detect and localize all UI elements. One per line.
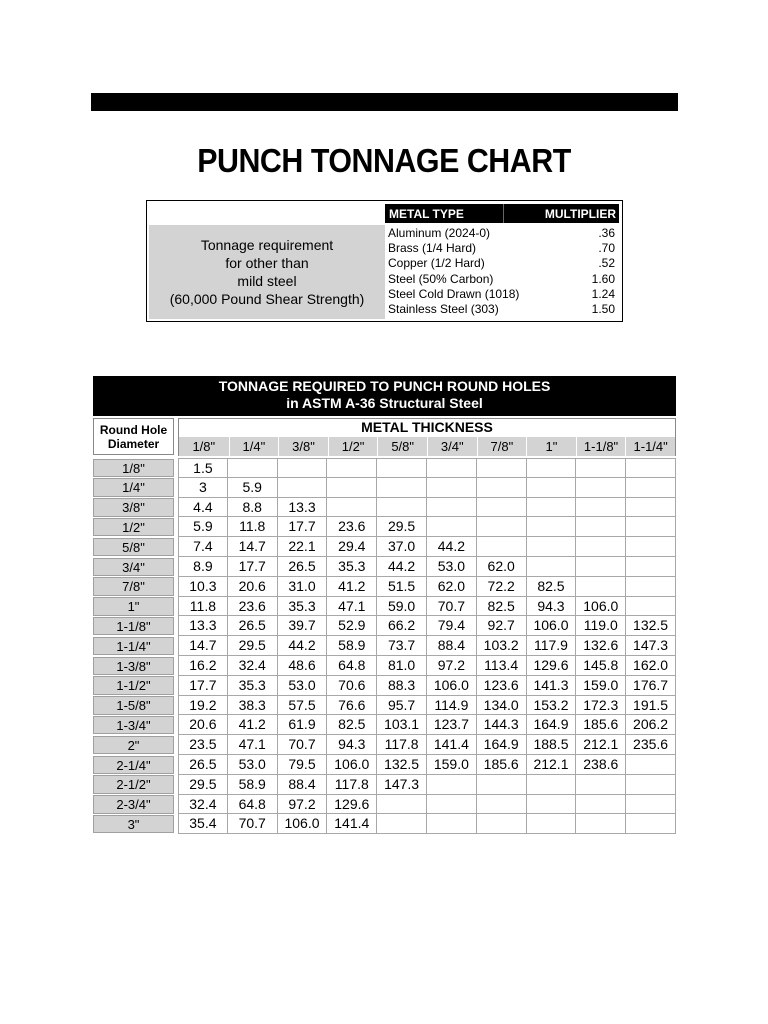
tonnage-cell: 153.2 [527,696,577,716]
tonnage-cell: 147.3 [626,636,676,656]
thickness-column-header: 1/8" [179,437,229,456]
row-cells [178,478,676,498]
multiplier-value: 1.50 [591,301,615,316]
tonnage-cell: 53.0 [278,676,328,696]
diameter-label: 1" [93,597,174,616]
description-line: for other than [225,255,309,271]
tonnage-cell [626,557,676,577]
tonnage-cell: 10.3 [178,577,228,597]
thickness-column-header: 1/2" [328,437,378,456]
tonnage-cell: 51.5 [377,577,427,597]
tonnage-cell: 119.0 [576,616,626,636]
tonnage-cell: 29.5 [228,636,278,656]
tonnage-cell: 106.0 [576,597,626,617]
tonnage-cell: 59.0 [377,597,427,617]
tonnage-cell: 141.4 [327,814,377,834]
metal-name: Aluminum (2024-0) [388,226,491,240]
tonnage-cell [377,814,427,834]
row-cells [178,458,676,478]
metal-name: Brass (1/4 Hard) [388,241,477,256]
tonnage-cell [228,458,278,478]
multiplier-rows [385,226,619,317]
tonnage-cell: 141.3 [527,676,577,696]
tonnage-cell: 17.7 [228,557,278,577]
description-line: mild steel [237,273,297,289]
tonnage-cell [477,775,527,795]
table-title-line1: TONNAGE REQUIRED TO PUNCH ROUND HOLES [218,378,551,394]
tonnage-cell: 164.9 [477,735,527,755]
thickness-column-header: 1-1/4" [625,437,675,456]
table-row [93,636,676,656]
tonnage-cell: 16.2 [178,656,228,676]
tonnage-cell: 70.7 [427,597,477,617]
metal-name: Steel Cold Drawn (1018) [388,286,520,301]
tonnage-cell [626,537,676,557]
tonnage-cell [477,537,527,557]
tonnage-cell: 134.0 [477,696,527,716]
table-row [93,656,676,676]
tonnage-cell: 53.0 [427,557,477,577]
tonnage-cell: 53.0 [228,755,278,775]
row-cells [178,517,676,537]
tonnage-cell [427,517,477,537]
tonnage-cell: 35.3 [228,676,278,696]
tonnage-cell [527,498,577,518]
tonnage-cell: 92.7 [477,616,527,636]
multiplier-box [146,200,623,322]
tonnage-cell: 70.7 [228,814,278,834]
row-header-line2: Diameter [107,437,160,451]
tonnage-cell: 62.0 [427,577,477,597]
tonnage-cell: 88.4 [427,636,477,656]
tonnage-cell: 132.5 [377,755,427,775]
tonnage-cell: 1.5 [178,458,228,478]
tonnage-table-title [93,376,676,416]
row-cells [178,696,676,716]
table-row [93,517,676,537]
tonnage-cell: 44.2 [278,636,328,656]
thickness-column-header: 5/8" [377,437,427,456]
multiplier-header [385,204,619,223]
multiplier-row [385,287,619,302]
tonnage-cell: 11.8 [178,597,228,617]
tonnage-cell [576,458,626,478]
row-cells [178,715,676,735]
tonnage-cell [527,458,577,478]
table-row [93,814,676,834]
tonnage-cell: 47.1 [327,597,377,617]
tonnage-cell: 82.5 [527,577,577,597]
tonnage-cell [527,517,577,537]
row-cells [178,616,676,636]
table-row [93,755,676,775]
tonnage-cell: 44.2 [377,557,427,577]
tonnage-cell [576,814,626,834]
tonnage-cell: 8.8 [228,498,278,518]
page-title: PUNCH TONNAGE CHART [197,142,571,179]
tonnage-cell: 141.4 [427,735,477,755]
tonnage-cell [377,458,427,478]
row-header-cell [93,418,174,455]
tonnage-cell: 162.0 [626,656,676,676]
diameter-label: 5/8" [93,538,174,557]
tonnage-cell: 176.7 [626,676,676,696]
tonnage-cell: 94.3 [327,735,377,755]
tonnage-cell: 106.0 [427,676,477,696]
tonnage-cell: 97.2 [278,795,328,815]
table-row [93,498,676,518]
tonnage-cell [477,458,527,478]
tonnage-cell [626,597,676,617]
tonnage-cell: 20.6 [178,715,228,735]
table-row [93,616,676,636]
diameter-label: 2" [93,736,174,755]
multiplier-value: .36 [598,226,615,240]
multiplier-value: .70 [598,241,615,256]
tonnage-cell [626,775,676,795]
tonnage-cell: 212.1 [576,735,626,755]
tonnage-cell: 70.7 [278,735,328,755]
tonnage-cell: 5.9 [178,517,228,537]
tonnage-cell: 88.4 [278,775,328,795]
tonnage-cell [527,478,577,498]
description-line: (60,000 Pound Shear Strength) [169,291,365,307]
diameter-label: 1-3/4" [93,716,174,735]
tonnage-cell: 23.6 [228,597,278,617]
tonnage-cell: 48.6 [278,656,328,676]
multiplier-value: 1.60 [591,271,615,286]
tonnage-cell: 11.8 [228,517,278,537]
row-cells [178,775,676,795]
tonnage-cell: 145.8 [576,656,626,676]
thickness-column-header: 1-1/8" [576,437,626,456]
tonnage-cell: 58.9 [228,775,278,795]
tonnage-cell [527,537,577,557]
tonnage-cell: 14.7 [178,636,228,656]
tonnage-cell: 235.6 [626,735,676,755]
tonnage-cell: 106.0 [527,616,577,636]
row-cells [178,597,676,617]
row-cells [178,676,676,696]
tonnage-cell: 159.0 [427,755,477,775]
diameter-label: 3/8" [93,498,174,517]
tonnage-cell: 17.7 [178,676,228,696]
tonnage-cell: 103.1 [377,715,427,735]
row-cells [178,537,676,557]
tonnage-cell: 103.2 [477,636,527,656]
thickness-column-header: 1" [526,437,576,456]
tonnage-cell [626,478,676,498]
diameter-label: 3" [93,815,174,834]
tonnage-cell: 35.3 [278,597,328,617]
table-row [93,715,676,735]
tonnage-cell: 76.6 [327,696,377,716]
thickness-column-header: 1/4" [229,437,279,456]
tonnage-cell: 70.6 [327,676,377,696]
tonnage-cell: 61.9 [278,715,328,735]
tonnage-cell: 79.4 [427,616,477,636]
tonnage-cell: 72.2 [477,577,527,597]
table-row [93,478,676,498]
metal-name: Stainless Steel (303) [388,301,499,316]
description-line: Tonnage requirement [200,237,334,253]
tonnage-cell: 23.5 [178,735,228,755]
tonnage-cell: 23.6 [327,517,377,537]
tonnage-table-body [93,458,676,834]
tonnage-cell: 20.6 [228,577,278,597]
tonnage-cell: 144.3 [477,715,527,735]
multiplier-row [385,256,619,271]
table-row [93,795,676,815]
thickness-columns [179,437,675,456]
diameter-label: 1/4" [93,478,174,497]
table-row [93,458,676,478]
tonnage-cell: 238.6 [576,755,626,775]
table-row [93,775,676,795]
tonnage-cell [377,478,427,498]
diameter-label: 1-1/8" [93,617,174,636]
row-cells [178,636,676,656]
tonnage-cell [477,795,527,815]
tonnage-cell [626,814,676,834]
tonnage-cell: 58.9 [327,636,377,656]
tonnage-cell [576,795,626,815]
thickness-column-header: 3/4" [427,437,477,456]
tonnage-cell [626,795,676,815]
diameter-label: 3/4" [93,558,174,577]
multiplier-description [149,225,385,319]
tonnage-cell: 17.7 [278,517,328,537]
tonnage-cell: 14.7 [228,537,278,557]
tonnage-cell: 32.4 [228,656,278,676]
multiplier-row [385,241,619,256]
tonnage-cell: 64.8 [228,795,278,815]
tonnage-cell: 188.5 [527,735,577,755]
table-row [93,696,676,716]
tonnage-cell: 7.4 [178,537,228,557]
tonnage-cell [377,498,427,518]
tonnage-cell: 66.2 [377,616,427,636]
diameter-label: 1-1/2" [93,676,174,695]
tonnage-cell: 13.3 [178,616,228,636]
metal-type-header: METAL TYPE [389,207,464,221]
tonnage-cell: 19.2 [178,696,228,716]
multiplier-value: .52 [598,256,615,271]
tonnage-cell: 13.3 [278,498,328,518]
tonnage-cell [576,517,626,537]
row-cells [178,557,676,577]
metal-thickness-header [178,418,676,456]
tonnage-cell: 26.5 [228,616,278,636]
tonnage-cell [477,517,527,537]
tonnage-cell: 206.2 [626,715,676,735]
table-row [93,577,676,597]
tonnage-cell [576,557,626,577]
tonnage-cell [427,478,477,498]
multiplier-value: 1.24 [591,286,615,301]
tonnage-cell: 123.6 [477,676,527,696]
table-row [93,597,676,617]
diameter-label: 1-5/8" [93,696,174,715]
tonnage-cell: 3 [178,478,228,498]
diameter-label: 1-1/4" [93,637,174,656]
tonnage-cell: 79.5 [278,755,328,775]
tonnage-cell [527,814,577,834]
tonnage-cell [327,458,377,478]
tonnage-cell [576,577,626,597]
tonnage-cell: 94.3 [527,597,577,617]
table-row [93,557,676,577]
tonnage-cell: 26.5 [278,557,328,577]
tonnage-cell [377,795,427,815]
tonnage-cell [477,498,527,518]
tonnage-cell [626,458,676,478]
tonnage-cell: 29.5 [377,517,427,537]
tonnage-cell: 57.5 [278,696,328,716]
tonnage-cell [527,795,577,815]
tonnage-cell: 5.9 [228,478,278,498]
tonnage-cell: 81.0 [377,656,427,676]
tonnage-cell: 185.6 [576,715,626,735]
tonnage-cell: 39.7 [278,616,328,636]
row-cells [178,577,676,597]
tonnage-cell: 117.8 [377,735,427,755]
tonnage-cell: 95.7 [377,696,427,716]
tonnage-cell: 41.2 [228,715,278,735]
tonnage-cell: 185.6 [477,755,527,775]
multiplier-header-label: MULTIPLIER [544,207,616,221]
tonnage-cell [576,775,626,795]
thickness-column-header: 3/8" [278,437,328,456]
tonnage-cell [576,498,626,518]
tonnage-cell: 38.3 [228,696,278,716]
tonnage-cell: 29.4 [327,537,377,557]
table-title-line2: in ASTM A-36 Structural Steel [286,395,483,411]
metal-name: Copper (1/2 Hard) [388,256,485,271]
tonnage-cell: 52.9 [327,616,377,636]
tonnage-cell: 132.5 [626,616,676,636]
tonnage-cell: 35.3 [327,557,377,577]
tonnage-cell: 8.9 [178,557,228,577]
thickness-column-header: 7/8" [477,437,527,456]
row-cells [178,795,676,815]
tonnage-cell: 123.7 [427,715,477,735]
tonnage-cell: 29.5 [178,775,228,795]
multiplier-row [385,226,619,241]
tonnage-cell: 117.9 [527,636,577,656]
diameter-label: 2-1/4" [93,756,174,775]
tonnage-cell [576,537,626,557]
row-cells [178,814,676,834]
tonnage-cell: 117.8 [327,775,377,795]
tonnage-cell [626,577,676,597]
row-cells [178,735,676,755]
tonnage-cell [278,478,328,498]
multiplier-row [385,272,619,287]
tonnage-cell: 106.0 [327,755,377,775]
tonnage-cell [427,458,477,478]
tonnage-cell [527,775,577,795]
tonnage-cell: 172.3 [576,696,626,716]
table-row [93,735,676,755]
tonnage-cell: 106.0 [278,814,328,834]
tonnage-cell: 97.2 [427,656,477,676]
tonnage-cell: 31.0 [278,577,328,597]
tonnage-cell: 147.3 [377,775,427,795]
tonnage-cell: 47.1 [228,735,278,755]
tonnage-cell: 159.0 [576,676,626,696]
tonnage-cell [427,775,477,795]
top-black-bar [91,93,678,111]
table-row [93,676,676,696]
metal-name: Steel (50% Carbon) [388,271,494,286]
tonnage-cell: 32.4 [178,795,228,815]
tonnage-cell [327,478,377,498]
tonnage-cell [626,498,676,518]
diameter-label: 1-3/8" [93,657,174,676]
tonnage-cell [477,814,527,834]
tonnage-cell [427,795,477,815]
diameter-label: 2-1/2" [93,775,174,794]
tonnage-cell: 62.0 [477,557,527,577]
row-cells [178,656,676,676]
tonnage-cell: 82.5 [477,597,527,617]
row-header-line1: Round Hole [99,423,168,437]
tonnage-cell [427,814,477,834]
row-cells [178,755,676,775]
tonnage-cell: 35.4 [178,814,228,834]
table-row [93,537,676,557]
tonnage-cell: 129.6 [327,795,377,815]
tonnage-cell: 132.6 [576,636,626,656]
tonnage-cell: 44.2 [427,537,477,557]
tonnage-cell: 73.7 [377,636,427,656]
tonnage-cell [427,498,477,518]
tonnage-cell [527,557,577,577]
multiplier-row [385,302,619,317]
tonnage-cell [626,755,676,775]
tonnage-cell [626,517,676,537]
diameter-label: 1/2" [93,518,174,537]
tonnage-cell [576,478,626,498]
tonnage-cell: 113.4 [477,656,527,676]
diameter-label: 1/8" [93,459,174,478]
tonnage-cell: 41.2 [327,577,377,597]
tonnage-cell [278,458,328,478]
header-divider [503,204,504,223]
row-cells [178,498,676,518]
tonnage-cell [327,498,377,518]
diameter-label: 7/8" [93,577,174,596]
tonnage-cell [477,478,527,498]
tonnage-cell: 82.5 [327,715,377,735]
tonnage-cell: 22.1 [278,537,328,557]
tonnage-cell: 114.9 [427,696,477,716]
tonnage-cell: 191.5 [626,696,676,716]
tonnage-cell: 26.5 [178,755,228,775]
tonnage-cell: 164.9 [527,715,577,735]
tonnage-cell: 129.6 [527,656,577,676]
diameter-label: 2-3/4" [93,795,174,814]
tonnage-cell: 88.3 [377,676,427,696]
tonnage-cell: 4.4 [178,498,228,518]
tonnage-cell: 212.1 [527,755,577,775]
tonnage-cell: 37.0 [377,537,427,557]
metal-thickness-title: METAL THICKNESS [361,419,493,435]
tonnage-cell: 64.8 [327,656,377,676]
